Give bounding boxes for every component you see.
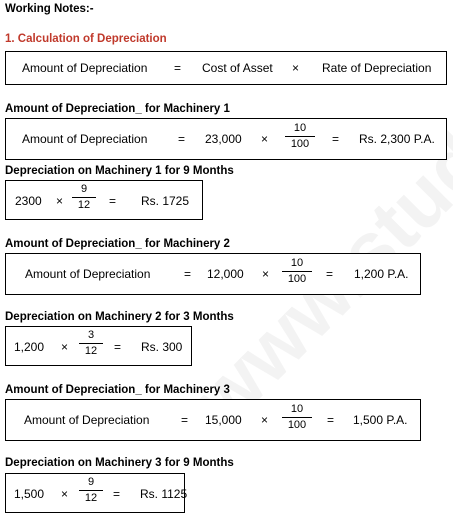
- m3-lhs: Amount of Depreciation: [24, 413, 150, 427]
- m3-equals: =: [181, 413, 189, 427]
- m2-box: [5, 253, 421, 295]
- m1-months-times: ×: [56, 194, 64, 208]
- m2-rate-numerator: 10: [290, 257, 304, 269]
- formula-times: ×: [292, 61, 300, 75]
- formula-lhs: Amount of Depreciation: [22, 61, 148, 75]
- m3-times: ×: [261, 413, 269, 427]
- m2-rate-denominator: 100: [287, 273, 307, 285]
- m3-months-heading: Depreciation on Machinery 3 for 9 Months: [5, 457, 234, 469]
- m2-months-box: [5, 326, 192, 366]
- m2-months-denominator: 12: [84, 345, 98, 357]
- section-title: 1. Calculation of Depreciation: [5, 33, 167, 45]
- m1-months-amount: 2300: [15, 194, 42, 208]
- m1-months-denominator: 12: [77, 199, 91, 211]
- m1-heading: Amount of Depreciation_ for Machinery 1: [5, 103, 230, 115]
- formula-equals: =: [174, 61, 182, 75]
- m1-times: ×: [261, 132, 269, 146]
- m2-rate-fraction: [282, 257, 312, 286]
- m2-lhs: Amount of Depreciation: [25, 267, 151, 281]
- m3-months-times: ×: [61, 487, 69, 501]
- m1-result: Rs. 2,300 P.A.: [359, 132, 435, 146]
- formula-box: [5, 51, 447, 85]
- m2-months-result: Rs. 300: [141, 340, 183, 354]
- m2-months-heading: Depreciation on Machinery 2 for 3 Months: [5, 311, 234, 323]
- m2-equals-2: =: [326, 267, 334, 281]
- m2-months-fraction-bar: [79, 343, 103, 344]
- m1-rate-denominator: 100: [290, 138, 310, 150]
- formula-cost: Cost of Asset: [202, 61, 273, 75]
- m1-months-box: [5, 180, 203, 220]
- m2-equals: =: [184, 267, 192, 281]
- m3-months-denominator: 12: [84, 492, 98, 504]
- m3-months-fraction: [79, 476, 103, 505]
- m2-result: 1,200 P.A.: [354, 267, 409, 281]
- m2-cost: 12,000: [207, 267, 244, 281]
- m2-fraction-bar: [282, 271, 312, 272]
- m3-months-fraction-bar: [79, 490, 103, 491]
- m3-months-box: [5, 473, 188, 513]
- formula-rate: Rate of Depreciation: [322, 61, 432, 75]
- m3-fraction-bar: [282, 417, 312, 418]
- m1-rate-fraction: [285, 122, 315, 151]
- m1-equals: =: [178, 132, 186, 146]
- m1-months-heading: Depreciation on Machinery 1 for 9 Months: [5, 165, 234, 177]
- m1-box: [5, 118, 447, 160]
- m3-heading: Amount of Depreciation_ for Machinery 3: [5, 384, 230, 396]
- m3-rate-numerator: 10: [290, 403, 304, 415]
- m1-months-fraction-bar: [72, 197, 96, 198]
- m3-cost: 15,000: [205, 413, 242, 427]
- m1-months-result: Rs. 1725: [141, 194, 190, 208]
- m3-rate-fraction: [282, 403, 312, 432]
- m1-months-equals: =: [109, 194, 117, 208]
- m1-equals-2: =: [332, 132, 340, 146]
- m1-fraction-bar: [285, 136, 315, 137]
- m2-months-numerator: 3: [87, 329, 95, 341]
- m2-months-amount: 1,200: [14, 340, 45, 354]
- m2-months-times: ×: [61, 340, 69, 354]
- m2-heading: Amount of Depreciation_ for Machinery 2: [5, 238, 230, 250]
- m3-equals-2: =: [327, 413, 335, 427]
- m1-months-fraction: [72, 183, 96, 212]
- m3-months-equals: =: [113, 487, 121, 501]
- m2-months-fraction: [79, 329, 103, 358]
- m2-times: ×: [262, 267, 270, 281]
- m1-lhs: Amount of Depreciation: [22, 132, 148, 146]
- working-notes-title: Working Notes:-: [5, 3, 94, 15]
- m1-months-numerator: 9: [80, 183, 88, 195]
- m3-box: [5, 399, 421, 441]
- m3-months-numerator: 9: [87, 476, 95, 488]
- m3-months-amount: 1,500: [14, 487, 45, 501]
- m2-months-equals: =: [114, 340, 122, 354]
- m1-rate-numerator: 10: [293, 122, 307, 134]
- m3-months-result: Rs. 1125: [140, 487, 188, 501]
- m1-cost: 23,000: [205, 132, 242, 146]
- m3-result: 1,500 P.A.: [353, 413, 408, 427]
- m3-rate-denominator: 100: [287, 419, 307, 431]
